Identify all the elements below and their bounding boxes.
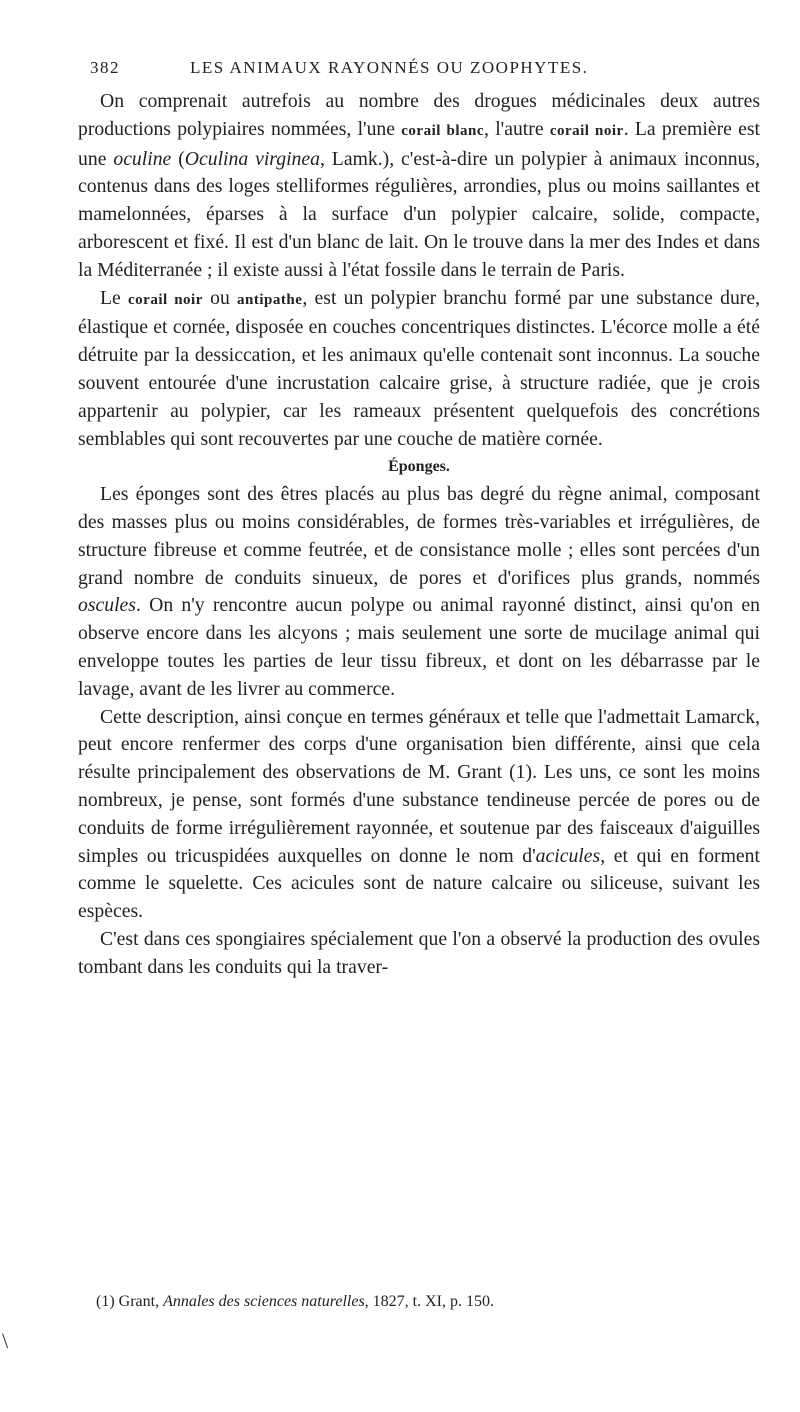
term-oculine: oculine bbox=[113, 147, 172, 170]
body-text bbox=[78, 88, 760, 982]
term-corail-blanc: corail blanc bbox=[401, 122, 485, 139]
section-heading-eponges: Éponges. bbox=[388, 458, 450, 476]
term-corail-noir: corail noir bbox=[549, 122, 624, 139]
term-acicules: acicules bbox=[535, 844, 601, 867]
running-head: LES ANIMAUX RAYONNÉS OU ZOOPHYTES. bbox=[190, 58, 589, 77]
paragraph-description: Cette description, ainsi conçue en termes généraux et telle que l'admettait Lamarck, peut encore renfermer des corps d'une organisation bien différente, ainsi que cela résulte principalement des observations de M. Grant (1). Les uns, ce sont les moins nombreux, je pense, sont formés d'une substance tendineuse percée de pores ou de conduits de forme irrégulièrement rayonnée, et soutenue par des faisceaux d'aiguilles simples ou tricuspidées auxquelles on donne le nom d'acicules, et qui en forment comme le squelette. Ces acicules sont de nature calcaire ou siliceuse, suivant les espèces. bbox=[78, 705, 760, 923]
footnote-marker: (1) bbox=[96, 1293, 119, 1310]
footnote bbox=[96, 1292, 756, 1312]
page-header bbox=[90, 58, 750, 84]
page-edge-mark: \ bbox=[2, 1328, 9, 1353]
term-oculina-virginea: Oculina virginea bbox=[184, 147, 320, 170]
paragraph-corail-blanc: On comprenait autrefois au nombre des drogues médicinales deux autres productions polypiaires nommées, l'une corail blanc, l'autre corail noir. La première est une oculine (Oculina virginea, Lamk.), c'est-à-dire un polypier à animaux inconnus, contenus dans des loges stelliformes régulières, arrondies, plus ou moins saillantes et mamelonnées, éparses à la surface d'un polypier calcaire, solide, compacte, arborescent et fixé. Il est d'un blanc de lait. On le trouve dans la mer des Indes et dans la Méditerranée ; il existe aussi à l'état fossile dans le terrain de Paris. bbox=[78, 90, 760, 281]
term-antipathe: antipathe bbox=[237, 291, 303, 308]
footnote-journal: Annales des sciences naturelles bbox=[163, 1293, 365, 1310]
footnote-author: Grant, bbox=[118, 1293, 164, 1310]
term-corail-noir: corail noir bbox=[128, 291, 203, 308]
paragraph-spongiaires: C'est dans ces spongiaires spécialement que l'on a observé la production des ovules tombant dans les conduits qui la traver- bbox=[78, 927, 760, 978]
page-number: 382 bbox=[90, 58, 120, 77]
footnote-reference: , 1827, t. XI, p. 150. bbox=[364, 1293, 494, 1310]
paragraph-eponges: Les éponges sont des êtres placés au plus bas degré du règne animal, composant des masses plus ou moins considérables, de formes très-variables et irrégulières, de structure fibreuse et comme feutrée, et de consistance molle ; elles sont percées d'un grand nombre de conduits sinueux, de pores et d'orifices plus grands, nommés oscules. On n'y rencontre aucun polype ou animal rayonné distinct, ainsi qu'on en observe encore dans les alcyons ; mais seulement une sorte de mucilage animal qui enveloppe toutes les parties de leur tissu fibreux, et dont on les débarrasse par le lavage, avant de les livrer au commerce. bbox=[78, 483, 760, 700]
paragraph-corail-noir: Le corail noir ou antipathe, est un polypier branchu formé par une substance dure, élastique et cornée, disposée en couches concentriques distinctes. L'écorce molle a été détruite par la dessiccation, et les animaux qu'elle contenait sont inconnus. La souche souvent entourée d'une incrustation calcaire grise, à structure radiée, que je crois appartenir au polypier, car les rameaux présentent quelquefois des concrétions semblables qui sont recouvertes par une couche de matière cornée. bbox=[78, 286, 760, 450]
term-oscules: oscules bbox=[78, 594, 136, 617]
